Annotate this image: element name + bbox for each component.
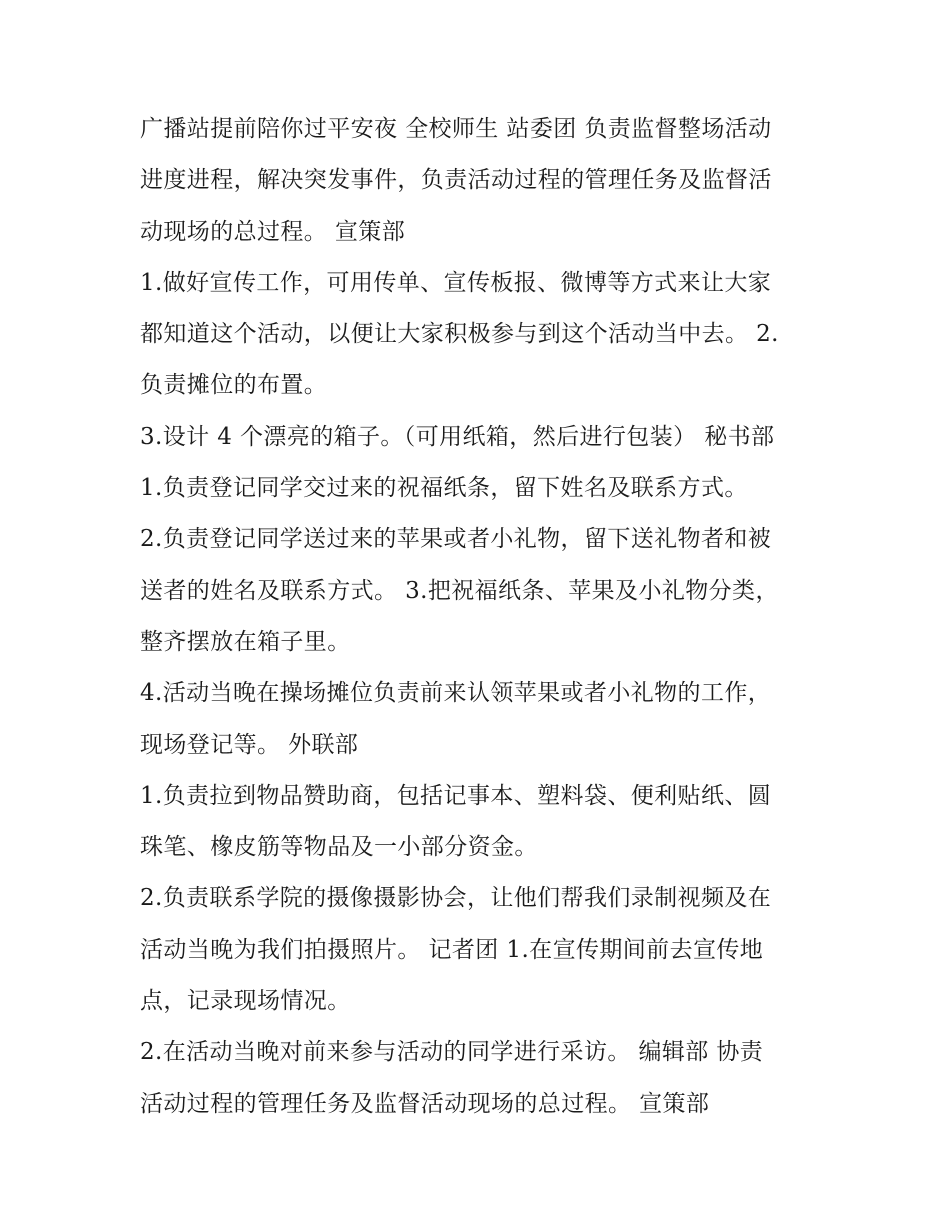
text-line: 1.负责拉到物品赞助商，包括记事本、塑料袋、便利贴纸、圆 <box>140 782 772 809</box>
text-line: 1.负责登记同学交过来的祝福纸条，留下姓名及联系方式。 <box>140 475 748 502</box>
text-line: 动现场的总过程。 宣策部 <box>140 218 406 245</box>
text-line: 点，记录现场情况。 <box>140 988 351 1015</box>
text-line: 2.负责联系学院的摄像摄影协会，让他们帮我们录制视频及在 <box>140 885 772 912</box>
text-line: 3.设计 4 个漂亮的箱子。（可用纸箱，然后进行包装） 秘书部 <box>140 423 775 450</box>
text-line: 广播站提前陪你过平安夜 全校师生 站委团 负责监督整场活动 <box>140 116 772 142</box>
text-line: 整齐摆放在箱子里。 <box>140 628 351 655</box>
text-line: 负责摊位的布置。 <box>140 372 328 399</box>
text-line: 珠笔、橡皮筋等物品及一小部分资金。 <box>140 834 538 861</box>
text-line: 活动过程的管理任务及监督活动现场的总过程。 宣策部 <box>140 1090 710 1117</box>
text-line: 进度进程，解决突发事件，负责活动过程的管理任务及监督活 <box>140 167 772 194</box>
text-line: 2.负责登记同学送过来的苹果或者小礼物，留下送礼物者和被 <box>140 526 772 553</box>
text-line: 现场登记等。 外联部 <box>140 731 359 758</box>
text-line: 都知道这个活动，以便让大家积极参与到这个活动当中去。 2. <box>140 321 779 348</box>
body-text <box>140 104 820 1130</box>
text-line: 2.在活动当晚对前来参与活动的同学进行采访。 编辑部 协责 <box>140 1039 764 1066</box>
text-line: 1.做好宣传工作，可用传单、宣传板报、微博等方式来让大家 <box>140 269 772 296</box>
text-line: 4.活动当晚在操场摊位负责前来认领苹果或者小礼物的工作， <box>140 680 772 707</box>
text-line: 活动当晚为我们拍摄照片。 记者团 1.在宣传期间前去宣传地 <box>140 936 764 963</box>
text-line: 送者的姓名及联系方式。 3.把祝福纸条、苹果及小礼物分类， <box>140 577 779 604</box>
